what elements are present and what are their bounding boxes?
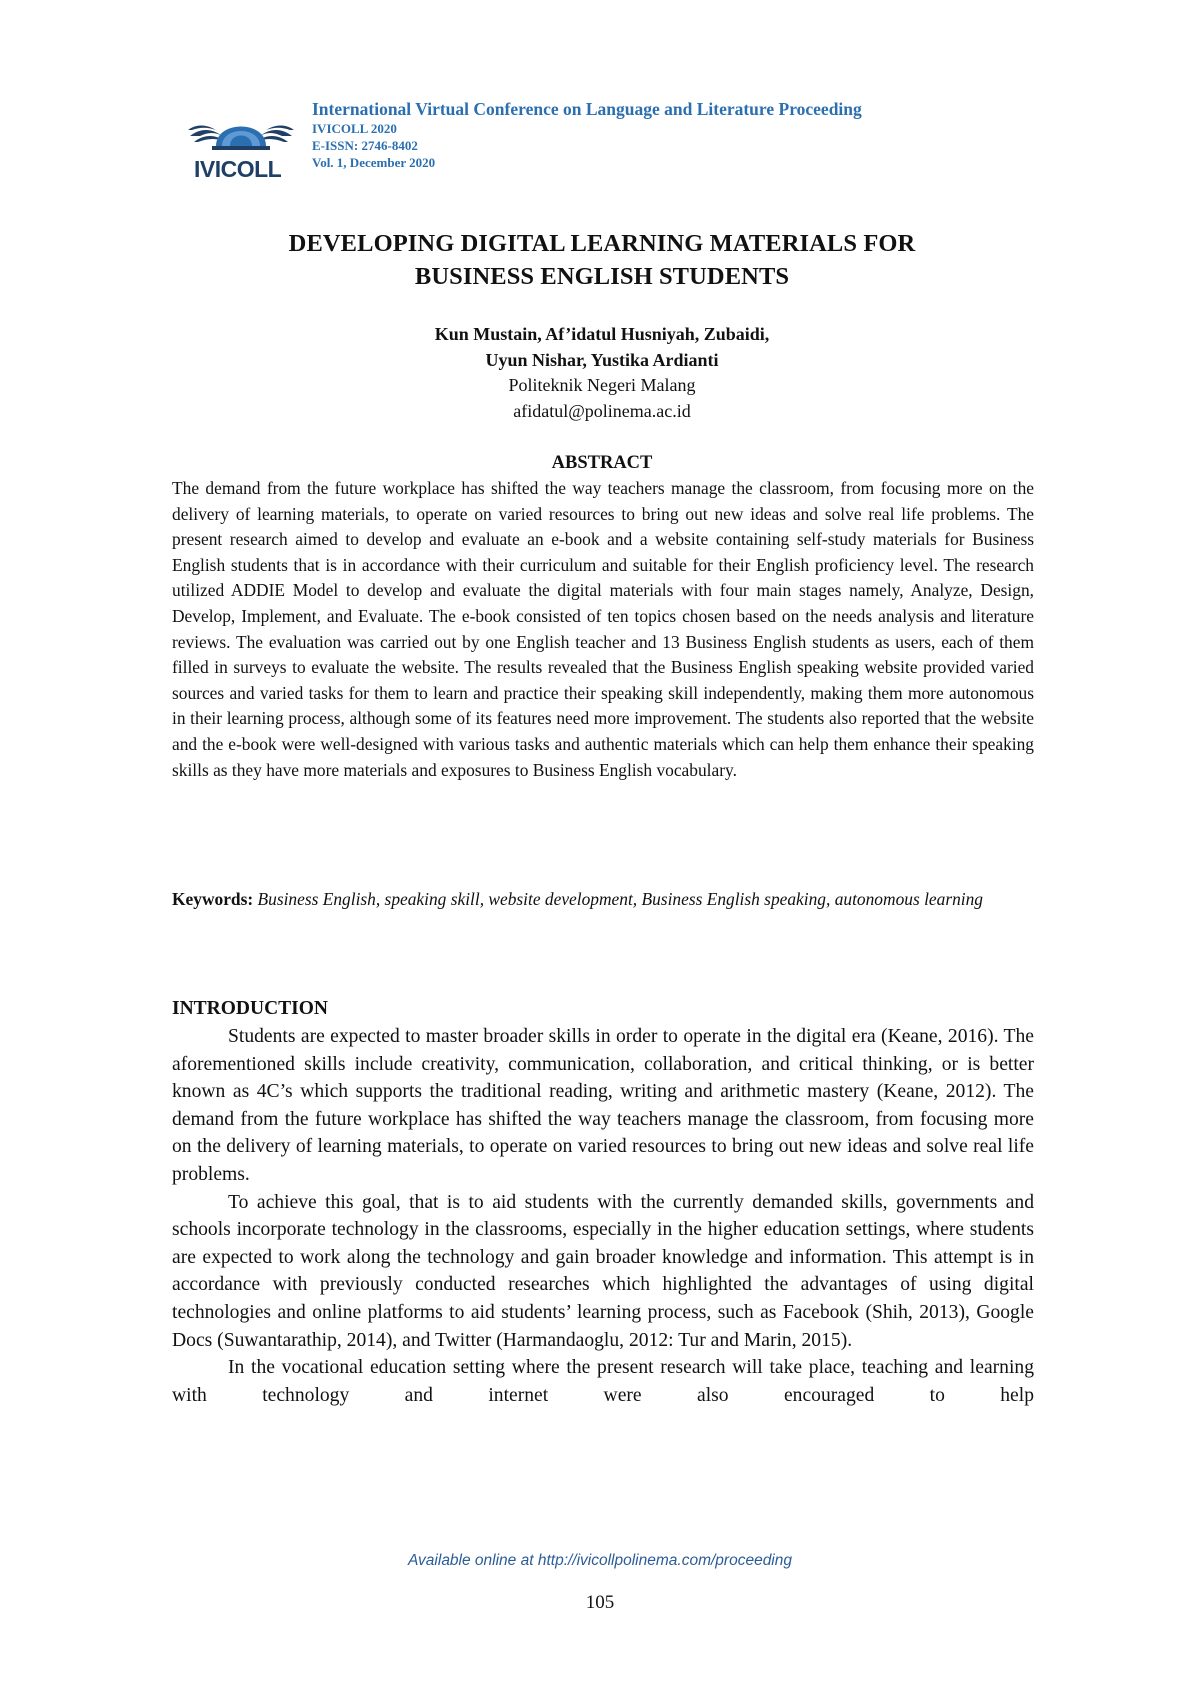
author-block: [172, 322, 1032, 424]
author-affiliation: Politeknik Negeri Malang: [508, 375, 696, 395]
ivicoll-logo-icon: [186, 102, 296, 184]
keywords: [172, 887, 1034, 913]
paper-title: [172, 227, 1032, 293]
introduction-paragraph: To achieve this goal, that is to aid students with the currently demanded skills, governments and schools incorporate technology in the classrooms, especially in the higher education settings, where students are expected to work along the technology and gain broader knowledge and information. This attempt is in accordance with previously conducted researches which highlighted the advantages of using digital technologies and online platforms to aid students’ learning process, such as Facebook (Shih, 2013), Google Docs (Suwantarathip, 2014), and Twitter (Harmandaoglu, 2012: Tur and Marin, 2015).: [172, 1191, 1034, 1351]
journal-header: [186, 98, 986, 184]
introduction-paragraph: In the vocational education setting where the present research will take place, teaching and learning with technology and internet were also encouraged to help: [172, 1357, 1034, 1406]
author-names-line-2: Uyun Nishar, Yustika Ardianti: [485, 349, 719, 370]
paper-title-line-1: DEVELOPING DIGITAL LEARNING MATERIALS FOR: [288, 230, 916, 257]
available-online-link[interactable]: Available online at http://ivicollpolinema.com/proceeding: [408, 1552, 792, 1569]
conference-name: International Virtual Conference on Language and Literature Proceeding: [312, 99, 862, 119]
conference-issn: E-ISSN: 2746-8402: [312, 138, 418, 153]
keywords-text: Business English, speaking skill, website development, Business English speaking, autonomous learning: [253, 889, 984, 909]
introduction-heading: INTRODUCTION: [172, 998, 329, 1019]
abstract-text: The demand from the future workplace has shifted the way teachers manage the classroom, from focusing more on the delivery of learning materials, to operate on varied resources to bring out new ideas and solve real life problems. The present research aimed to develop and evaluate an e-book and a website containing self-study materials for Business English students that is in accordance with their curriculum and suitable for their English proficiency level. The research utilized ADDIE Model to develop and evaluate the digital materials with four main stages namely, Analyze, Design, Develop, Implement, and Evaluate. The e-book consisted of ten topics chosen based on the needs analysis and literature reviews. The evaluation was carried out by one English teacher and 13 Business English students as users, each of them filled in surveys to evaluate the website. The results revealed that the Business English speaking website provided varied sources and varied tasks for them to learn and practice their speaking skill independently, making them more autonomous in their learning process, although some of its features need more improvement. The students also reported that the website and the e-book were well-designed with various tasks and authentic materials which can help them enhance their speaking skills as they have more materials and exposures to Business English vocabulary.: [172, 478, 1034, 780]
conference-info: [312, 98, 862, 171]
introduction-body: [172, 1023, 1034, 1409]
conference-volume: Vol. 1, December 2020: [312, 155, 436, 170]
abstract-heading: ABSTRACT: [551, 453, 653, 473]
page-number: 105: [585, 1592, 615, 1613]
author-email[interactable]: afidatul@polinema.ac.id: [513, 400, 691, 421]
conference-edition: IVICOLL 2020: [312, 121, 397, 136]
author-names-line-1: Kun Mustain, Af’idatul Husniyah, Zubaidi,: [434, 324, 770, 344]
paper-title-line-2: BUSINESS ENGLISH STUDENTS: [414, 263, 790, 290]
keywords-label: Keywords:: [172, 889, 254, 909]
introduction-paragraph: Students are expected to master broader skills in order to operate in the digital era (Keane, 2016). The aforementioned skills include creativity, communication, collaboration, and critical thinking, or is better known as 4C’s which supports the traditional reading, writing and arithmetic mastery (Keane, 2012). The demand from the future workplace has shifted the way teachers manage the classroom, from focusing more on the delivery of learning materials, to operate on varied resources to bring out new ideas and solve real life problems.: [172, 1026, 1034, 1185]
logo-wordmark: IVICOLL: [194, 156, 282, 182]
